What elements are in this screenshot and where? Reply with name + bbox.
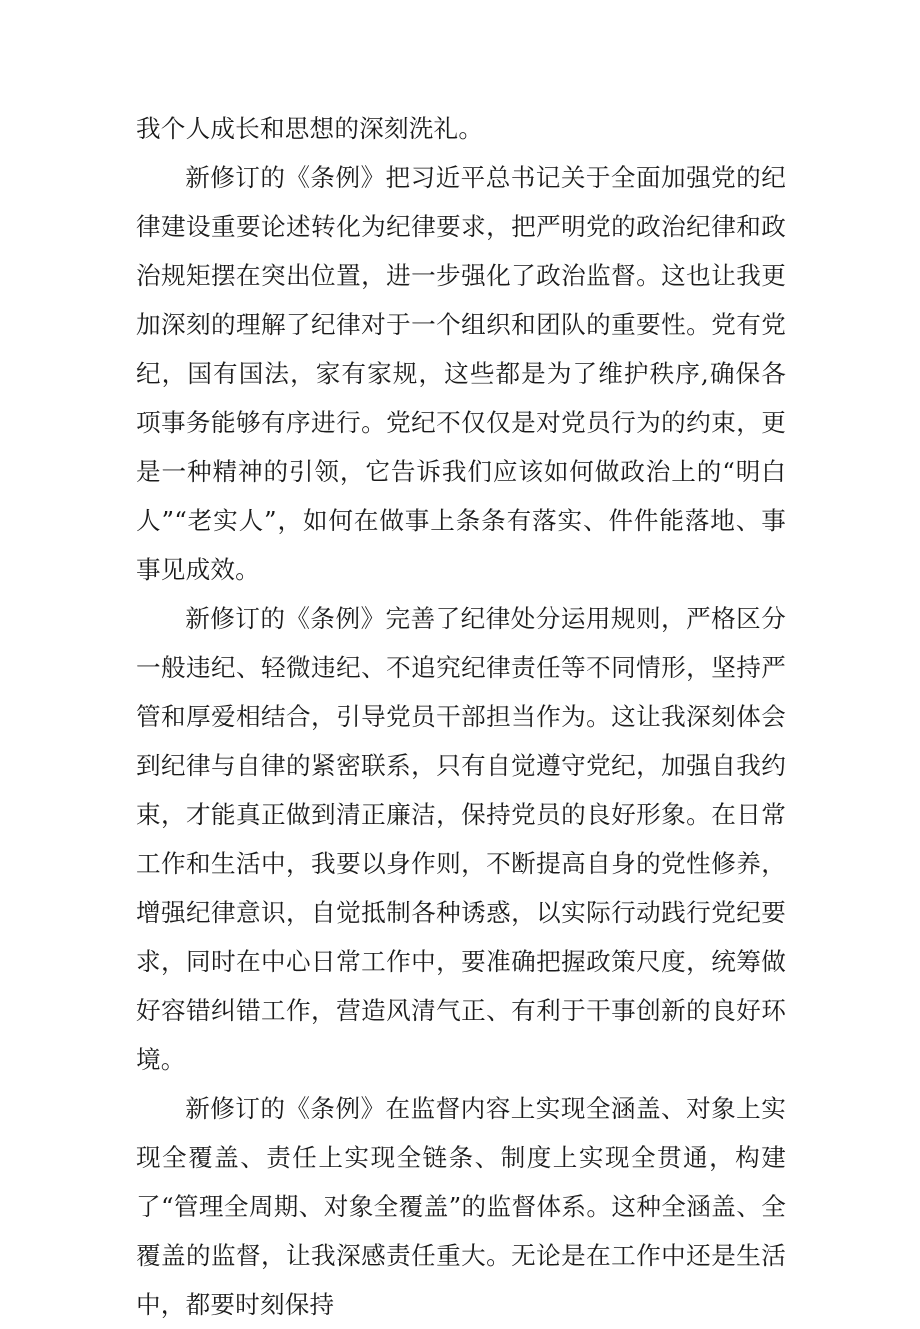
document-body	[136, 104, 786, 1329]
paragraph-discipline-rules: 新修订的《条例》完善了纪律处分运用规则，严格区分一般违纪、轻微违纪、不追究纪律责任等不同情形，坚持严管和厚爱相结合，引导党员干部担当作为。这让我深刻体会到纪律与自律的紧密联系，只有自觉遵守党纪，加强自我约束，才能真正做到清正廉洁，保持党员的良好形象。在日常工作和生活中，我要以身作则，不断提高自身的党性修养，增强纪律意识，自觉抵制各种诱惑，以实际行动践行党纪要求，同时在中心日常工作中，要准确把握政策尺度，统筹做好容错纠错工作，营造风清气正、有利于干事创新的良好环境。	[136, 604, 786, 1074]
paragraph-continuation: 我个人成长和思想的深刻洗礼。	[136, 114, 484, 143]
paragraph-political-discipline: 新修订的《条例》把习近平总书记关于全面加强党的纪律建设重要论述转化为纪律要求，把严明党的政治纪律和政治规矩摆在突出位置，进一步强化了政治监督。这也让我更加深刻的理解了纪律对于一个组织和团队的重要性。党有党纪，国有国法，家有家规，这些都是为了维护秩序,确保各项事务能够有序进行。党纪不仅仅是对党员行为的约束，更是一种精神的引领，它告诉我们应该如何做政治上的“明白人”“老实人”，如何在做事上条条有落实、件件能落地、事事见成效。	[136, 163, 786, 584]
paragraph-supervision-system: 新修订的《条例》在监督内容上实现全涵盖、对象上实现全覆盖、责任上实现全链条、制度上实现全贯通，构建了“管理全周期、对象全覆盖”的监督体系。这种全涵盖、全覆盖的监督，让我深感责任重大。无论是在工作中还是生活中，都要时刻保持	[136, 1094, 786, 1319]
